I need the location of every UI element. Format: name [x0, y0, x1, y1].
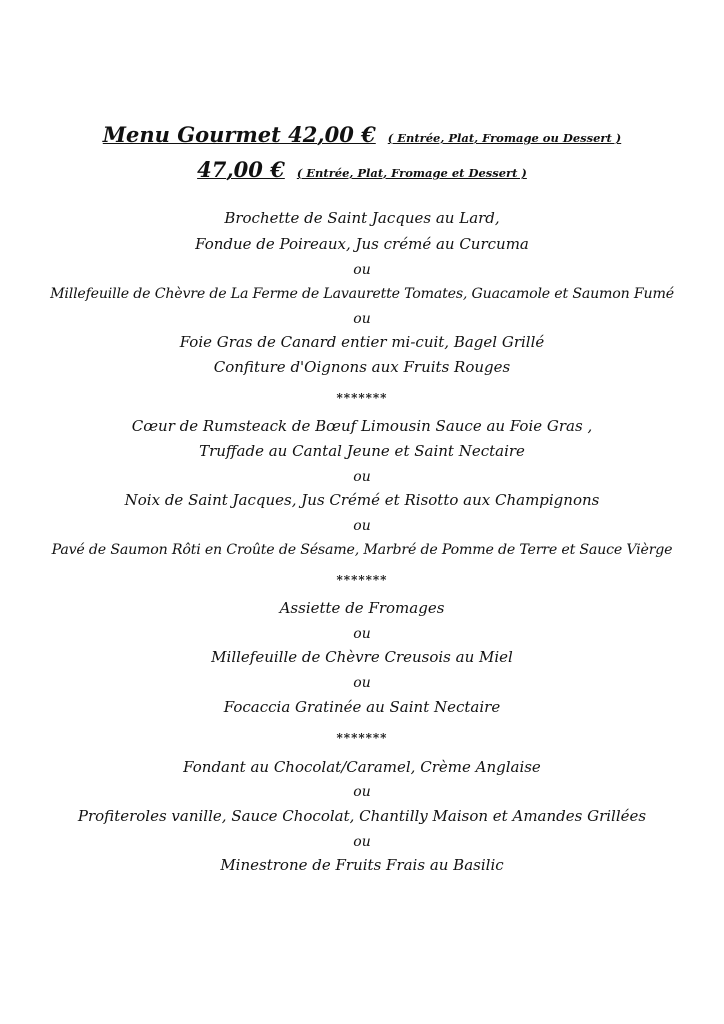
fromage-3: Focaccia Gratinée au Saint Nectaire: [223, 698, 501, 716]
plat-3: Pavé de Saumon Rôti en Croûte de Sésame, Marbré de Pomme de Terre et Sauce Vièrge: [51, 542, 673, 558]
course-separator: *******: [336, 573, 388, 587]
plat-1-line-2: Truffade au Cantal Jeune et Saint Nectaire: [199, 442, 525, 460]
dessert-1: Fondant au Chocolat/Caramel, Crème Anglaise: [183, 758, 541, 776]
plat-2: Noix de Saint Jacques, Jus Crémé et Risotto aux Champignons: [124, 491, 600, 509]
menu-title-price-42: Menu Gourmet 42,00 €: [102, 122, 376, 147]
entree-1-line-2: Fondue de Poireaux, Jus crémé au Curcuma: [195, 235, 529, 253]
dessert-3: Minestrone de Fruits Frais au Basilic: [220, 856, 504, 874]
or-separator: ou: [353, 784, 371, 800]
entree-2: Millefeuille de Chèvre de La Ferme de Lavaurette Tomates, Guacamole et Saumon Fumé: [50, 286, 674, 302]
or-separator: ou: [353, 675, 371, 691]
plat-1-line-1: Cœur de Rumsteack de Bœuf Limousin Sauce au Foie Gras ,: [131, 417, 593, 435]
fromage-1: Assiette de Fromages: [279, 599, 445, 617]
menu-title-note-42: ( Entrée, Plat, Fromage ou Dessert ): [387, 131, 622, 145]
or-separator: ou: [353, 626, 371, 642]
menu-title-line-1: [0, 122, 724, 147]
menu-title-note-47: ( Entrée, Plat, Fromage et Dessert ): [296, 166, 527, 180]
menu-title-line-2: [0, 157, 724, 182]
or-separator: ou: [353, 262, 371, 278]
course-separator: *******: [336, 731, 388, 745]
entree-3-line-2: Confiture d'Oignons aux Fruits Rouges: [213, 358, 511, 376]
course-separator: *******: [336, 391, 388, 405]
menu-title-price-47: 47,00 €: [197, 157, 285, 182]
or-separator: ou: [353, 518, 371, 534]
dessert-2: Profiteroles vanille, Sauce Chocolat, Chantilly Maison et Amandes Grillées: [77, 807, 647, 825]
fromage-2: Millefeuille de Chèvre Creusois au Miel: [211, 648, 513, 666]
entree-1-line-1: Brochette de Saint Jacques au Lard,: [224, 209, 500, 227]
or-separator: ou: [353, 311, 371, 327]
or-separator: ou: [353, 834, 371, 850]
or-separator: ou: [353, 469, 371, 485]
entree-3-line-1: Foie Gras de Canard entier mi-cuit, Bagel Grillé: [179, 333, 545, 351]
